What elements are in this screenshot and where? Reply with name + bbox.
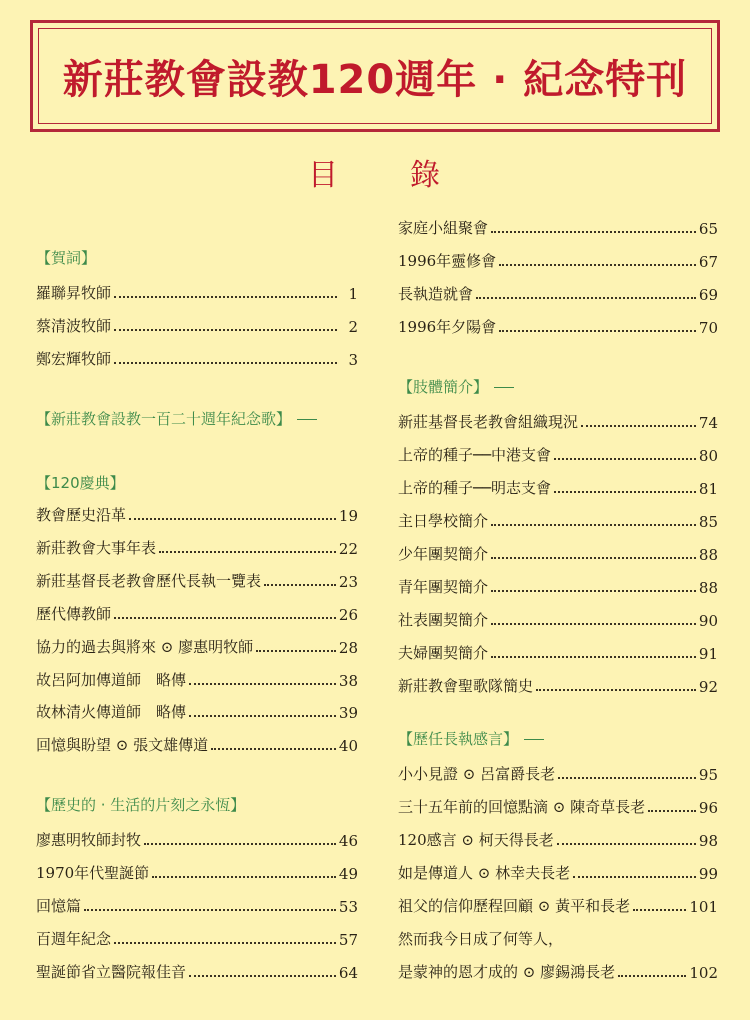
toc-entry-title: 1996年夕陽會 <box>398 318 497 336</box>
dot-leader <box>491 557 696 559</box>
toc-heading <box>0 150 750 194</box>
section-heading <box>36 408 317 429</box>
toc-entry[interactable] <box>398 474 718 498</box>
toc-entry[interactable] <box>36 345 358 369</box>
dot-leader <box>536 689 696 691</box>
toc-entry[interactable] <box>36 892 358 916</box>
dot-leader <box>264 584 336 586</box>
dot-leader <box>152 876 336 878</box>
section-rule <box>494 387 514 388</box>
dot-leader <box>129 518 336 520</box>
toc-entry-title: 故林清火傳道師 略傳 <box>36 703 187 721</box>
toc-entry-page: 92 <box>698 678 718 696</box>
toc-entry-title: 是蒙神的恩才成的 ⊙ 廖錫鴻長老 <box>398 963 616 981</box>
dot-leader <box>211 748 336 750</box>
toc-entry[interactable] <box>398 760 718 784</box>
toc-entry-title: 聖誕節省立醫院報佳音 <box>36 963 187 981</box>
toc-entry[interactable] <box>398 793 718 817</box>
toc-entry-title: 新莊基督長老教會組織現況 <box>398 413 579 431</box>
toc-entry-page: 64 <box>338 964 358 982</box>
toc-entry-title: 主日學校簡介 <box>398 512 489 530</box>
toc-entry-page: 38 <box>338 672 358 690</box>
toc-entry-page: 74 <box>698 414 718 432</box>
toc-entry[interactable] <box>398 925 718 949</box>
dot-leader <box>499 330 696 332</box>
section-heading-text: 【新莊教會設教一百二十週年紀念歌】 <box>36 410 292 428</box>
toc-entry[interactable] <box>398 958 718 982</box>
toc-entry-page: 88 <box>698 546 718 564</box>
toc-entry[interactable] <box>398 672 718 696</box>
toc-entry[interactable] <box>398 573 718 597</box>
section-heading <box>398 728 544 749</box>
toc-entry-page: 69 <box>698 286 718 304</box>
toc-heading-char-1: 目 <box>308 158 340 193</box>
toc-entry[interactable] <box>398 892 718 916</box>
toc-entry-page: 85 <box>698 513 718 531</box>
dot-leader <box>114 362 337 364</box>
toc-entry-title: 百週年紀念 <box>36 930 112 948</box>
dot-leader <box>84 909 336 911</box>
toc-entry-page: 96 <box>698 799 718 817</box>
section-heading-text: 【歷任長執感言】 <box>398 730 519 748</box>
toc-entry-title: 上帝的種子──中港支會 <box>398 446 552 464</box>
toc-entry[interactable] <box>398 540 718 564</box>
dot-leader <box>114 296 337 298</box>
toc-entry[interactable] <box>36 731 358 755</box>
dot-leader <box>633 909 686 911</box>
dot-leader <box>256 650 336 652</box>
toc-entry-page: 53 <box>338 898 358 916</box>
toc-entry-page: 39 <box>338 704 358 722</box>
toc-entry-title: 廖惠明牧師封牧 <box>36 831 142 849</box>
dot-leader <box>618 975 686 977</box>
dot-leader <box>557 843 696 845</box>
toc-entry-title: 新莊基督長老教會歷代長執一覽表 <box>36 572 262 590</box>
toc-entry-title: 祖父的信仰歷程回顧 ⊙ 黃平和長老 <box>398 897 631 915</box>
toc-entry[interactable] <box>398 408 718 432</box>
dot-leader <box>491 590 696 592</box>
section-heading <box>36 472 125 493</box>
toc-entry-title: 小小見證 ⊙ 呂富爵長老 <box>398 765 556 783</box>
toc-entry-title: 夫婦團契簡介 <box>398 644 489 662</box>
toc-entry-title: 故呂阿加傳道師 略傳 <box>36 671 187 689</box>
toc-entry-page: 90 <box>698 612 718 630</box>
toc-entry[interactable] <box>36 534 358 558</box>
toc-entry-page: 3 <box>348 351 358 369</box>
title-frame <box>30 20 720 132</box>
section-heading <box>36 794 245 815</box>
toc-entry-page: 98 <box>698 832 718 850</box>
toc-entry[interactable] <box>398 214 718 238</box>
toc-entry-page: 49 <box>338 865 358 883</box>
toc-entry[interactable] <box>36 567 358 591</box>
toc-entry-title: 上帝的種子──明志支會 <box>398 479 552 497</box>
dot-leader <box>581 425 696 427</box>
dot-leader <box>189 683 336 685</box>
dot-leader <box>114 942 336 944</box>
toc-entry[interactable] <box>398 606 718 630</box>
toc-entry-page: 80 <box>698 447 718 465</box>
toc-entry[interactable] <box>398 826 718 850</box>
dot-leader <box>558 777 696 779</box>
dot-leader <box>491 623 696 625</box>
toc-entry-page: 99 <box>698 865 718 883</box>
toc-entry-title: 社表團契簡介 <box>398 611 489 629</box>
toc-entry[interactable] <box>36 600 358 624</box>
toc-entry-page: 88 <box>698 579 718 597</box>
dot-leader <box>114 329 337 331</box>
toc-entry[interactable] <box>398 313 718 337</box>
dot-leader <box>491 524 696 526</box>
toc-entry-page: 65 <box>698 220 718 238</box>
section-heading-text: 【120慶典】 <box>36 474 125 492</box>
toc-entry-title: 教會歷史沿革 <box>36 506 127 524</box>
dot-leader <box>573 876 696 878</box>
toc-entry-title: 鄭宏輝牧師 <box>36 350 112 368</box>
dot-leader <box>554 458 696 460</box>
toc-entry-page: 81 <box>698 480 718 498</box>
dot-leader <box>648 810 696 812</box>
toc-entry-page: 22 <box>338 540 358 558</box>
toc-entry-title: 回憶篇 <box>36 897 82 915</box>
title-inner-frame <box>38 28 712 124</box>
section-heading-text: 【歷史的 · 生活的片刻之永恆】 <box>36 796 246 814</box>
dot-leader <box>144 843 336 845</box>
toc-entry-title: 然而我今日成了何等人， <box>398 930 564 948</box>
section-heading <box>36 247 96 268</box>
dot-leader <box>189 975 336 977</box>
toc-entry[interactable] <box>36 501 358 525</box>
dot-leader <box>491 656 696 658</box>
publication-title: 新莊教會設教120週年 · 紀念特刊 <box>62 56 688 103</box>
toc-entry-title: 如是傳道人 ⊙ 林幸夫長老 <box>398 864 571 882</box>
toc-heading-char-2: 錄 <box>410 158 442 193</box>
dot-leader <box>114 617 336 619</box>
toc-entry-page: 1 <box>348 285 358 303</box>
toc-entry[interactable] <box>398 247 718 271</box>
toc-entry-title: 蔡清波牧師 <box>36 317 112 335</box>
section-heading-text: 【肢體簡介】 <box>398 378 489 396</box>
toc-entry[interactable] <box>36 958 358 982</box>
toc-entry[interactable] <box>36 666 358 690</box>
toc-entry-page: 95 <box>698 766 718 784</box>
toc-entry-title: 歷代傳教師 <box>36 605 112 623</box>
section-heading <box>398 376 514 397</box>
toc-entry-page: 23 <box>338 573 358 591</box>
toc-entry-title: 家庭小組聚會 <box>398 219 489 237</box>
toc-entry[interactable] <box>36 312 358 336</box>
toc-entry-page: 28 <box>338 639 358 657</box>
toc-entry-page: 46 <box>338 832 358 850</box>
toc-entry[interactable] <box>398 441 718 465</box>
toc-entry[interactable] <box>36 279 358 303</box>
toc-entry-title: 1970年代聖誕節 <box>36 864 150 882</box>
toc-entry-page: 2 <box>348 318 358 336</box>
toc-entry-title: 三十五年前的回憶點滴 ⊙ 陳奇草長老 <box>398 798 646 816</box>
dot-leader <box>159 551 336 553</box>
toc-entry-title: 120感言 ⊙ 柯天得長老 <box>398 831 554 849</box>
toc-entry[interactable] <box>36 925 358 949</box>
dot-leader <box>554 491 696 493</box>
toc-entry-page: 26 <box>338 606 358 624</box>
toc-entry-page: 91 <box>698 645 718 663</box>
toc-entry-title: 新莊教會聖歌隊簡史 <box>398 677 534 695</box>
toc-entry-page: 70 <box>698 319 718 337</box>
toc-entry-page: 57 <box>338 931 358 949</box>
toc-entry[interactable] <box>36 826 358 850</box>
toc-entry[interactable] <box>36 633 358 657</box>
toc-entry-title: 協力的過去與將來 ⊙ 廖惠明牧師 <box>36 638 254 656</box>
dot-leader <box>189 715 336 717</box>
toc-entry-page: 101 <box>689 898 718 916</box>
toc-entry-title: 長執造就會 <box>398 285 474 303</box>
dot-leader <box>499 264 696 266</box>
toc-entry-title: 青年團契簡介 <box>398 578 489 596</box>
toc-entry[interactable] <box>36 859 358 883</box>
toc-entry-title: 少年團契簡介 <box>398 545 489 563</box>
toc-entry-page: 102 <box>689 964 718 982</box>
toc-entry-title: 新莊教會大事年表 <box>36 539 157 557</box>
toc-entry-title: 羅聯昇牧師 <box>36 284 112 302</box>
section-rule <box>297 419 317 420</box>
toc-entry-page: 40 <box>338 737 358 755</box>
toc-entry-title: 回憶與盼望 ⊙ 張文雄傳道 <box>36 736 209 754</box>
section-heading-text: 【賀詞】 <box>36 249 97 267</box>
dot-leader <box>476 297 696 299</box>
dot-leader <box>491 231 696 233</box>
toc-entry-page: 19 <box>338 507 358 525</box>
toc-entry[interactable] <box>398 859 718 883</box>
toc-entry[interactable] <box>398 639 718 663</box>
toc-entry[interactable] <box>36 698 358 722</box>
toc-entry[interactable] <box>398 280 718 304</box>
toc-entry-page: 67 <box>698 253 718 271</box>
toc-entry[interactable] <box>398 507 718 531</box>
section-rule <box>524 739 544 740</box>
toc-entry-title: 1996年靈修會 <box>398 252 497 270</box>
